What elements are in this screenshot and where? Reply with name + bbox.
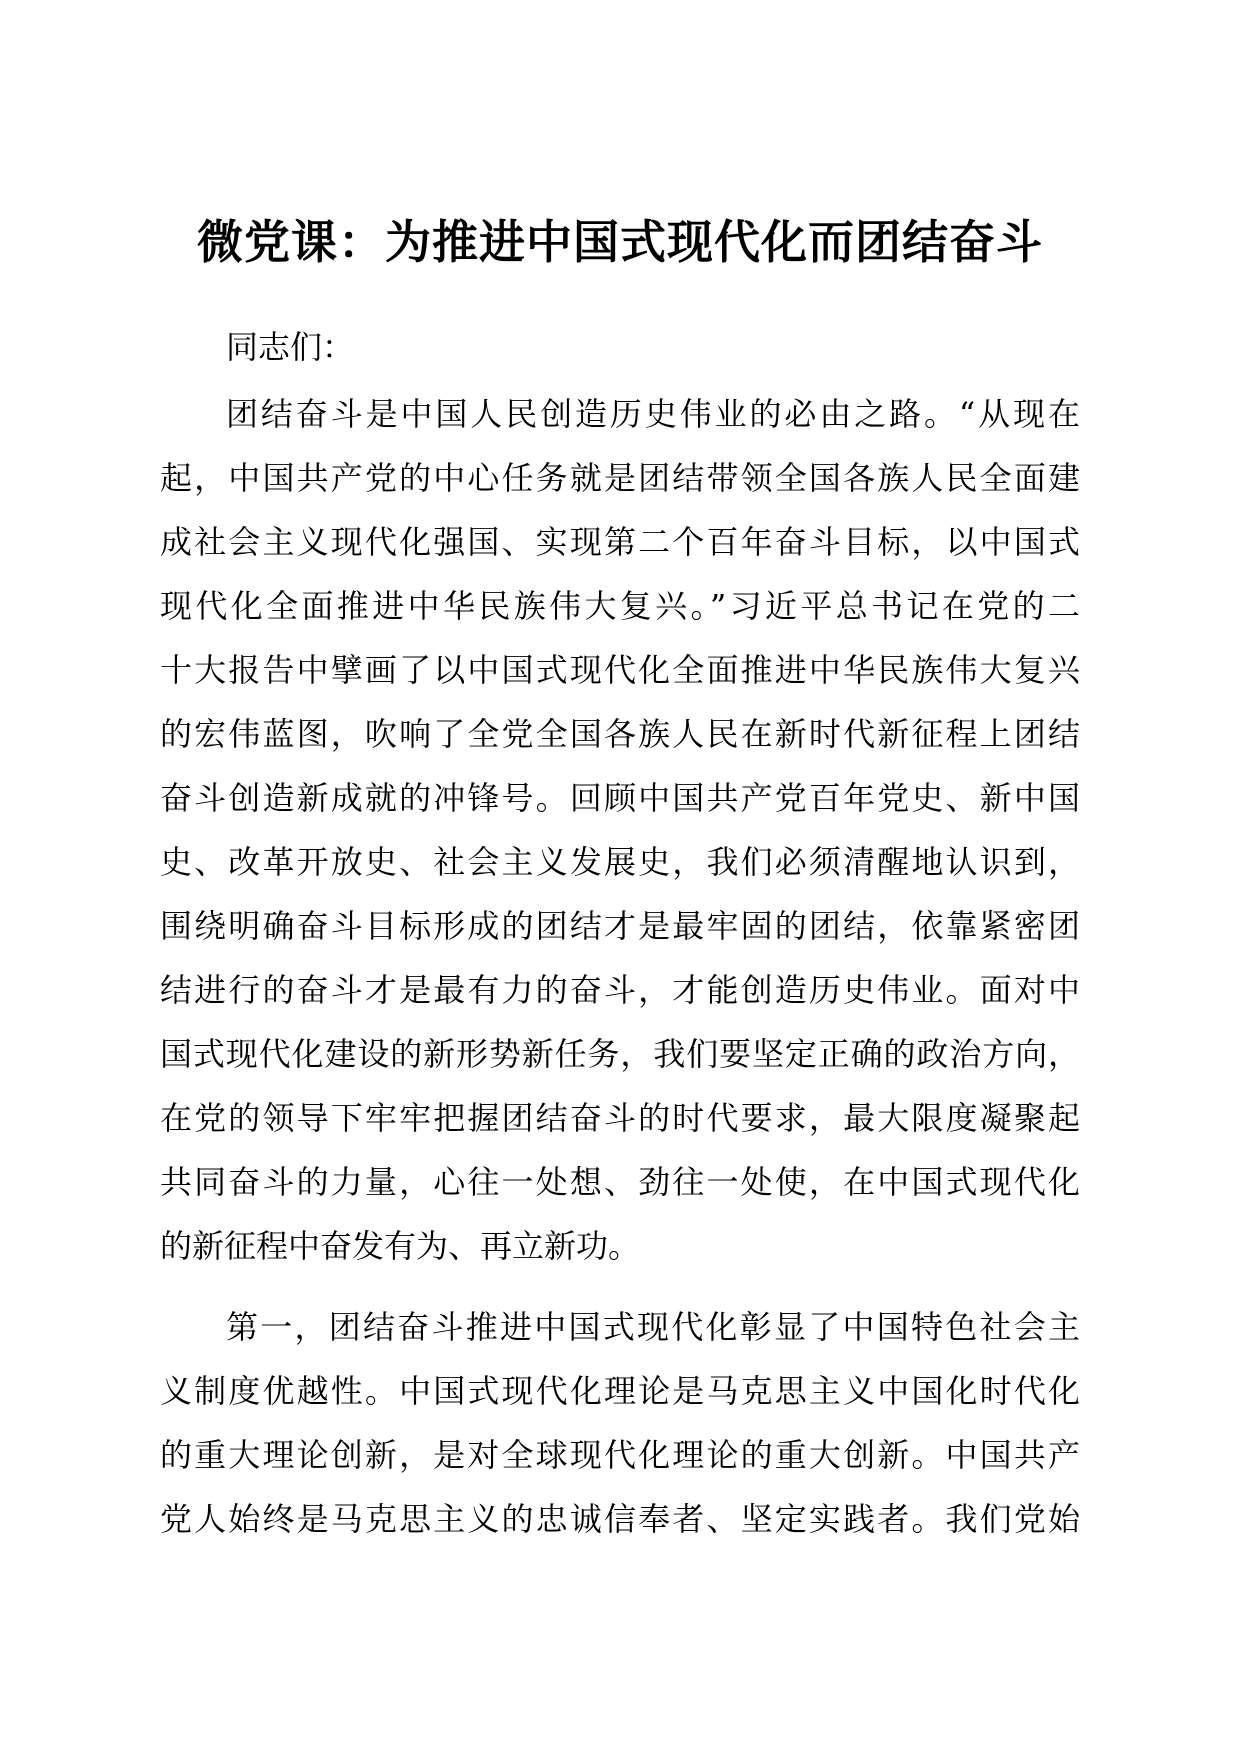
paragraph-line: 的重大理论创新，是对全球现代化理论的重大创新。中国共产 bbox=[160, 1436, 1080, 1474]
paragraph-line: 国式现代化建设的新形势新任务，我们要坚定正确的政治方向， bbox=[160, 1035, 1080, 1073]
paragraph-line: 成社会主义现代化强国、实现第二个百年奋斗目标，以中国式 bbox=[160, 523, 1080, 561]
paragraph-2 bbox=[160, 1295, 1080, 1551]
paragraph-line: 在党的领导下牢牢把握团结奋斗的时代要求，最大限度凝聚起 bbox=[160, 1099, 1080, 1137]
paragraph-line: 奋斗创造新成就的冲锋号。回顾中国共产党百年党史、新中国 bbox=[160, 779, 1080, 817]
paragraph-line: 团结奋斗是中国人民创造历史伟业的必由之路。“从现在 bbox=[226, 395, 1080, 433]
paragraph-line: 现代化全面推进中华民族伟大复兴。”习近平总书记在党的二 bbox=[160, 587, 1080, 625]
paragraph-line: 的宏伟蓝图，吹响了全党全国各族人民在新时代新征程上团结 bbox=[160, 715, 1080, 753]
paragraph-line: 十大报告中擘画了以中国式现代化全面推进中华民族伟大复兴 bbox=[160, 651, 1080, 689]
document-title: 微党课：为推进中国式现代化而团结奋斗 bbox=[197, 215, 1043, 269]
paragraph-line: 的新征程中奋发有为、再立新功。 bbox=[160, 1227, 641, 1265]
paragraph-line: 结进行的奋斗才是最有力的奋斗，才能创造历史伟业。面对中 bbox=[160, 971, 1080, 1009]
paragraph-line: 党人始终是马克思主义的忠诚信奉者、坚定实践者。我们党始 bbox=[160, 1500, 1080, 1538]
paragraph-line: 史、改革开放史、社会主义发展史，我们必须清醒地认识到， bbox=[160, 843, 1080, 881]
paragraph-1 bbox=[160, 382, 1080, 1278]
paragraph-line: 共同奋斗的力量，心往一处想、劲往一处使，在中国式现代化 bbox=[160, 1163, 1080, 1201]
paragraph-line: 义制度优越性。中国式现代化理论是马克思主义中国化时代化 bbox=[160, 1372, 1080, 1410]
paragraph-line: 围绕明确奋斗目标形成的团结才是最牢固的团结，依靠紧密团 bbox=[160, 907, 1080, 945]
salutation bbox=[160, 315, 1080, 379]
paragraph-line: 起，中国共产党的中心任务就是团结带领全国各族人民全面建 bbox=[160, 459, 1080, 497]
paragraph-line: 第一，团结奋斗推进中国式现代化彰显了中国特色社会主 bbox=[226, 1308, 1080, 1346]
salutation-line: 同志们： bbox=[226, 328, 355, 366]
